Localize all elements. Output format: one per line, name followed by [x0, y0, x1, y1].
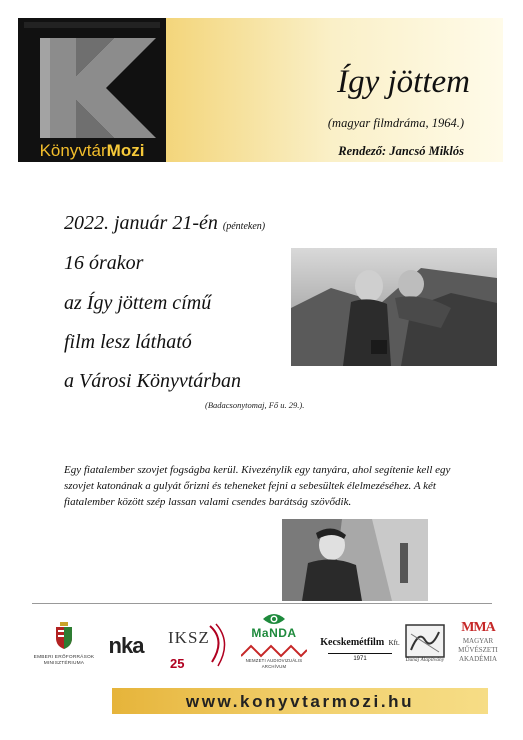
- screening-date: [64, 212, 265, 238]
- kecskemet-suffix: Kft.: [388, 639, 400, 647]
- weekday-text: (pénteken): [222, 221, 266, 232]
- film-title: Így jöttem: [337, 64, 470, 100]
- kecskemetfilm-logo: [320, 632, 400, 662]
- logo-text-part1: Könyvtár: [39, 141, 107, 160]
- film-still-photo-1: [291, 248, 497, 366]
- manda-text: MaNDA: [251, 626, 297, 640]
- mma-line-1: MAGYAR: [462, 637, 494, 645]
- zigzag-icon: [241, 644, 307, 658]
- iksz-text: IKSZ: [168, 628, 210, 647]
- film-director: Rendező: Jancsó Miklós: [338, 144, 464, 158]
- emmi-line-2: MINISZTÉRIUMA: [43, 661, 85, 666]
- mma-line-2: MŰVÉSZETI: [458, 646, 498, 654]
- screening-time: 16 órakor: [64, 252, 144, 274]
- dunaj-emblem-icon: [405, 624, 445, 658]
- logo-wordmark: [18, 142, 166, 160]
- mma-line-3: AKADÉMIA: [458, 655, 498, 663]
- manda-logo: [238, 612, 310, 672]
- emmi-logo: [24, 622, 104, 667]
- place-line: a Városi Könyvtárban: [64, 370, 242, 392]
- kecskemet-year: 1971: [328, 653, 392, 662]
- website-link[interactable]: www.konyvtarmozi.hu: [185, 692, 415, 711]
- iksz-logo: [160, 622, 232, 674]
- dunaj-logo: [402, 624, 448, 664]
- address: (Badacsonytomaj, Fő u. 29.).: [205, 400, 305, 410]
- nka-logo: nka: [108, 633, 144, 658]
- mma-mark: MMA: [461, 620, 495, 635]
- iksz-years: 25: [170, 656, 185, 671]
- coat-of-arms-icon: [54, 622, 74, 650]
- film-subtitle: (magyar filmdráma, 1964.): [327, 116, 464, 130]
- mma-logo: [452, 620, 504, 664]
- date-text: 2022. január 21-én: [64, 212, 218, 234]
- divider: [32, 603, 492, 604]
- eye-icon: [262, 612, 286, 626]
- dunaj-text: Dunaj Alapítvány: [405, 658, 445, 663]
- manda-subtitle: NEMZETI AUDIOVIZUÁLIS ARCHÍVUM: [245, 658, 303, 669]
- emmi-line-1: EMBERI ERŐFORRÁSOK: [33, 655, 95, 660]
- visible-line: film lesz látható: [64, 331, 192, 353]
- logo-text-part2: Mozi: [106, 141, 145, 160]
- film-still-photo-2: [282, 519, 428, 601]
- kecskemet-text: Kecskemétfilm: [320, 637, 385, 648]
- synopsis: Egy fiatalember szovjet fogságba kerül. Kivezénylik egy tanyára, ahol segítenie kell egy szovjet katonának a gulyát őrizni és teheneket fejni a sebesültek élelmezéséhez. A két fiatalember között szép lassan valami csendes barátság szövődik.: [64, 464, 451, 508]
- film-line: az Így jöttem című: [64, 292, 212, 314]
